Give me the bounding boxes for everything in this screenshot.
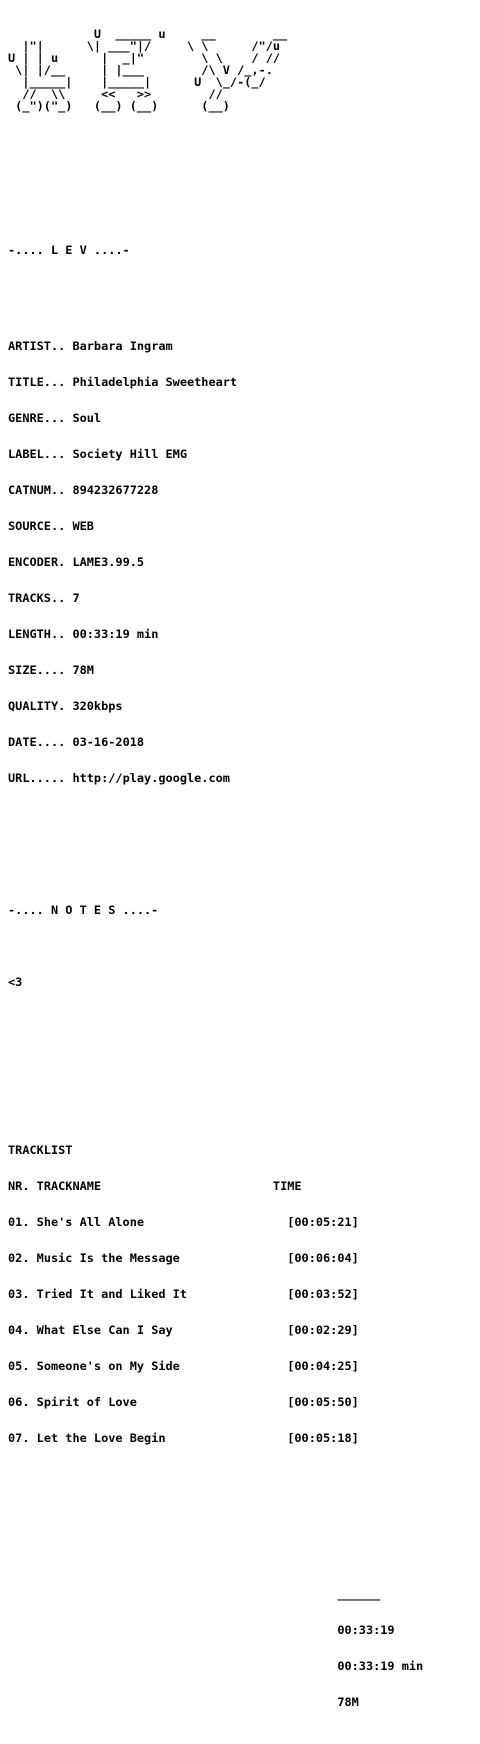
info-row-url (8, 772, 423, 784)
info-row-source (8, 520, 423, 532)
info-key: SIZE.... (8, 663, 66, 677)
info-value: WEB (72, 519, 94, 533)
track-row (8, 1432, 423, 1444)
track-time: [00:03:52] (287, 1287, 359, 1301)
track-name: Music Is the Message (36, 1251, 180, 1265)
track-nr: 01. (8, 1215, 30, 1229)
col-time-header: TIME (272, 1179, 302, 1193)
info-row-genre (8, 412, 423, 424)
track-name: Someone's on My Side (36, 1359, 180, 1373)
track-time: [00:05:18] (287, 1431, 359, 1445)
track-row (8, 1396, 423, 1408)
info-value: 320kbps (72, 699, 123, 713)
info-row-tracks (8, 592, 423, 604)
track-nr: 05. (8, 1359, 30, 1373)
track-nr: 06. (8, 1395, 30, 1409)
track-row (8, 1288, 423, 1300)
info-row-encoder (8, 556, 423, 568)
summary-rule: ______ (337, 1587, 381, 1601)
info-row-title (8, 376, 423, 388)
info-key: ENCODER. (8, 555, 66, 569)
info-key: CATNUM.. (8, 483, 66, 497)
summary-total-size: 78M (337, 1695, 359, 1709)
info-value: Philadelphia Sweetheart (72, 375, 238, 389)
info-value: 00:33:19 min (72, 627, 159, 641)
col-nr-header: NR. (8, 1179, 30, 1193)
info-value: http://play.google.com (72, 771, 230, 785)
info-value: Soul (72, 411, 102, 425)
logo-line: (_")("_) (__) (__) (__) (8, 99, 230, 113)
release-info (8, 316, 423, 808)
track-time: [00:04:25] (287, 1359, 359, 1373)
track-time: [00:06:04] (287, 1251, 359, 1265)
track-time: [00:05:50] (287, 1395, 359, 1409)
track-nr: 07. (8, 1431, 30, 1445)
info-key: TITLE... (8, 375, 66, 389)
tracklist-title: TRACKLIST (8, 1143, 73, 1157)
summary-time-row (8, 1624, 423, 1636)
info-value: 78M (72, 663, 94, 677)
track-row (8, 1252, 423, 1264)
lev-ascii-logo (8, 28, 423, 112)
info-key: GENRE... (8, 411, 66, 425)
summary-total-length: 00:33:19 min (337, 1659, 424, 1673)
summary-size-row (8, 1696, 423, 1708)
nfo-document (8, 4, 423, 1744)
info-row-label (8, 448, 423, 460)
logo-line: U _____ u __ __ (8, 27, 288, 41)
info-key: QUALITY. (8, 699, 66, 713)
logo-line: \| |/__ | |___ /\ V /_,-. (8, 63, 273, 77)
info-value: LAME3.99.5 (72, 555, 145, 569)
info-key: SOURCE.. (8, 519, 66, 533)
info-row-date (8, 736, 423, 748)
info-key: TRACKS.. (8, 591, 66, 605)
summary-rule-row (8, 1588, 423, 1600)
info-row-quality (8, 700, 423, 712)
track-name: Tried It and Liked It (36, 1287, 187, 1301)
info-value: Barbara Ingram (72, 339, 173, 353)
info-value: 894232677228 (72, 483, 159, 497)
info-value: Society Hill EMG (72, 447, 187, 461)
info-value: 03-16-2018 (72, 735, 145, 749)
logo-line: |"| \| ___"|/ \ \ /"/u (8, 39, 281, 53)
notes-divider: -.... N O T E S ....- (8, 903, 159, 917)
tracklist-header (8, 1180, 423, 1192)
track-row (8, 1360, 423, 1372)
track-nr: 02. (8, 1251, 30, 1265)
info-key: DATE.... (8, 735, 66, 749)
info-key: URL..... (8, 771, 66, 785)
info-row-catnum (8, 484, 423, 496)
track-nr: 04. (8, 1323, 30, 1337)
tracklist (8, 1120, 423, 1468)
info-row-length (8, 628, 423, 640)
summary-total-time: 00:33:19 (337, 1623, 395, 1637)
track-row (8, 1324, 423, 1336)
logo-line: |_____| |_____| U \_/-(_/ (8, 75, 266, 89)
logo-line: // \\ << >> // (8, 87, 223, 101)
track-name: What Else Can I Say (36, 1323, 173, 1337)
track-row (8, 1216, 423, 1228)
info-value: 7 (72, 591, 80, 605)
info-row-size (8, 664, 423, 676)
info-key: LENGTH.. (8, 627, 66, 641)
track-name: She's All Alone (36, 1215, 145, 1229)
header-divider: -.... L E V ....- (8, 243, 130, 257)
track-name: Let the Love Begin (36, 1431, 166, 1445)
track-nr: 03. (8, 1287, 30, 1301)
summary-block (8, 1564, 423, 1732)
info-key: LABEL... (8, 447, 66, 461)
notes-text: <3 (8, 975, 23, 989)
col-name-header: TRACKNAME (36, 1179, 102, 1193)
summary-length-row (8, 1660, 423, 1672)
logo-line: U | | u | _|" \ \ / // (8, 51, 281, 65)
info-row-artist (8, 340, 423, 352)
track-time: [00:02:29] (287, 1323, 359, 1337)
info-key: ARTIST.. (8, 339, 66, 353)
track-name: Spirit of Love (36, 1395, 137, 1409)
track-time: [00:05:21] (287, 1215, 359, 1229)
